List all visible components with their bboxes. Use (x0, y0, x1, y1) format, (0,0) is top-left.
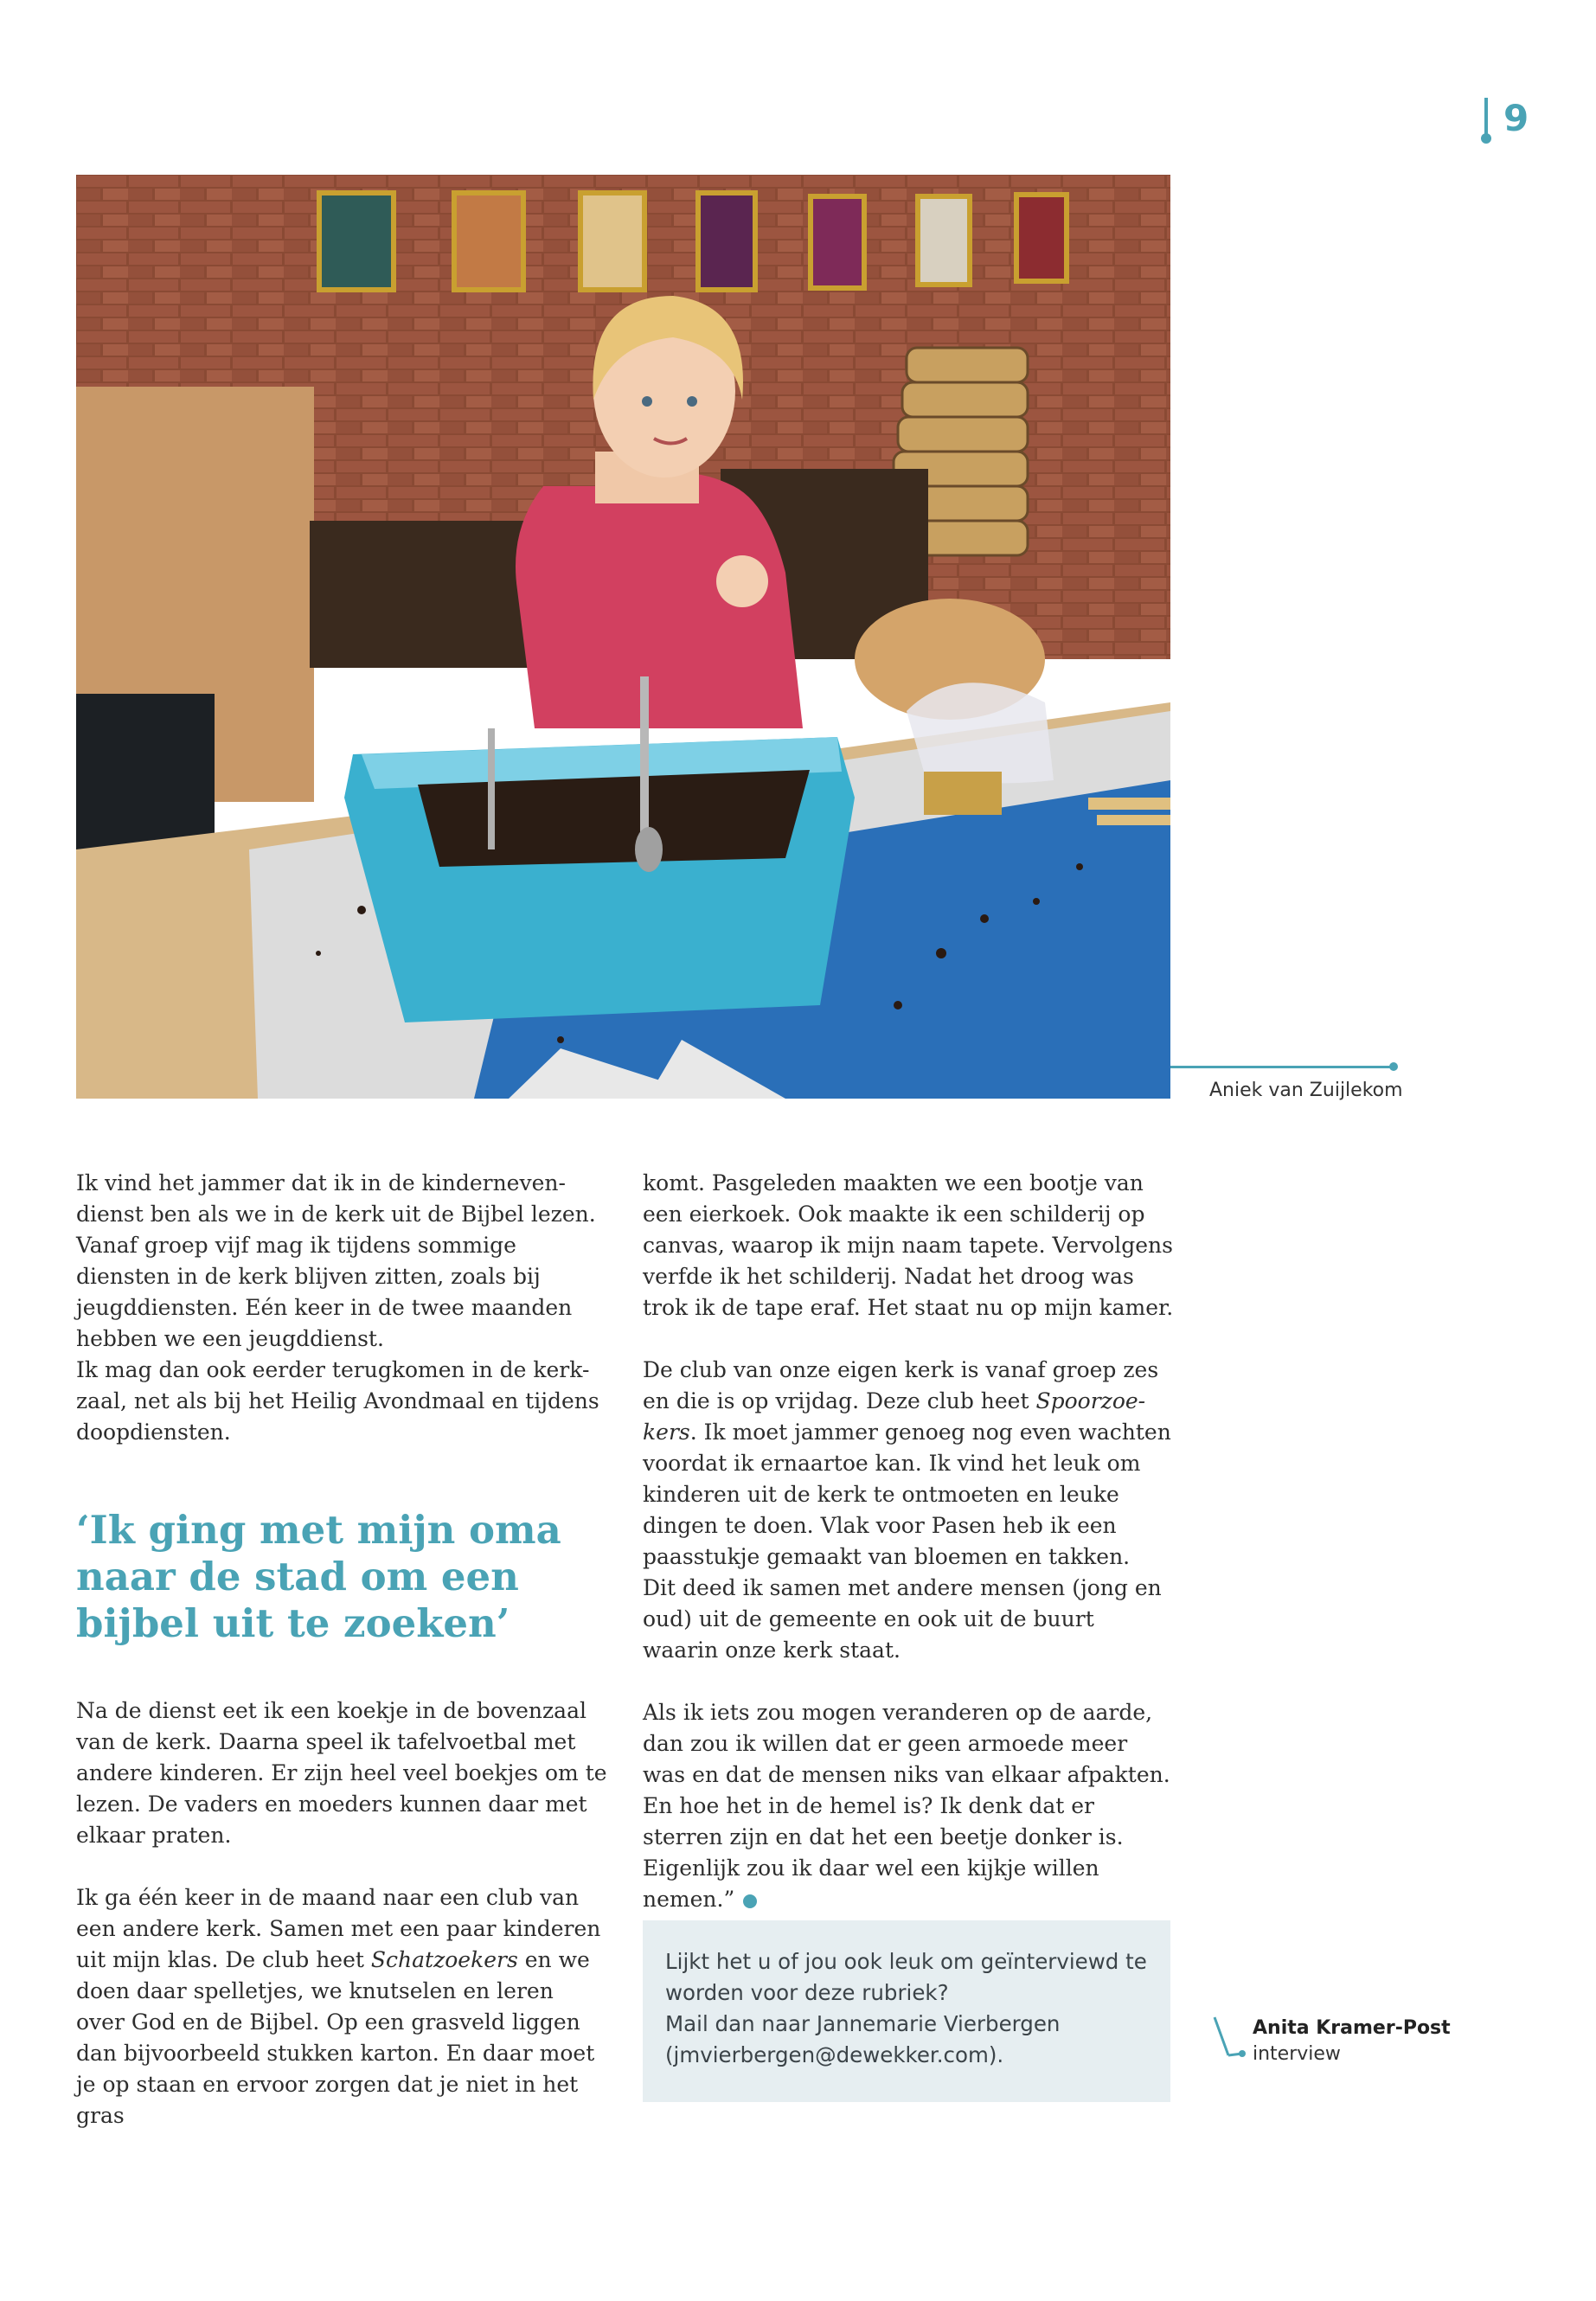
club-name: Spoorzoe-kers (643, 1388, 1146, 1445)
callout-line: Lijkt het u of jou ook leuk om geïnterviewd te (665, 1949, 1147, 1974)
callout-email[interactable]: (jmvierbergen@dewekker.com). (665, 2042, 1004, 2067)
paragraph-text: Ik ga één keer in de maand naar een club van een andere kerk. Samen met een paar kinderen uit mijn klas. De club heet (76, 1885, 601, 1972)
club-name: Schatzoekers (370, 1947, 518, 1972)
article-photo (76, 175, 1170, 1099)
callout-line: worden voor deze rubriek? (665, 1980, 949, 2005)
paragraph-text: Ik vind het jammer dat ik in de kinderneven-dienst ben als we in de kerk uit de Bijbel lezen. Vanaf groep vijf mag ik tijdens sommige diensten in de kerk blijven zitten, zoals bij jeugddiensten. Eén keer in de twee maanden hebben we een jeugddienst. (76, 1170, 596, 1351)
left-column-top (76, 1168, 608, 1448)
right-column (643, 1168, 1175, 1946)
photo-illustration (76, 175, 1170, 1099)
credit-rule (1170, 1066, 1394, 1068)
pen-line-icon (1211, 2016, 1246, 2064)
paragraph-text: De club van onze eigen kerk is vanaf groep zes en die is op vrijdag. Deze club heet (643, 1357, 1159, 1413)
pull-quote: ‘Ik ging met mijn oma naar de stad om een bijbel uit te zoeken’ (76, 1507, 561, 1646)
page-number (1484, 97, 1529, 139)
paragraph-text: . Ik moet jammer genoeg nog even wachten voordat ik ernaartoe kan. Ik vind het leuk om kinderen uit de kerk te ontmoeten en leuke dingen te doen. Vlak voor Pasen heb ik een paasstukje gemaakt van bloemen en takken. (643, 1420, 1171, 1569)
paragraph: Na de dienst eet ik een koekje in de bovenzaal van de kerk. Daarna speel ik tafelvoetbal met andere kinderen. Er zijn heel veel boekjes om te lezen. De vaders en moeders kunnen daar met elkaar praten. (76, 1698, 607, 1848)
author-name: Anita Kramer-Post (1253, 2017, 1451, 2039)
paragraph-text: en we doen daar spelletjes, we knutselen en leren over God en de Bijbel. Op een grasveld liggen dan bijvoorbeeld stukken karton. En daar moet je op staan en ervoor zorgen dat je niet in het gras (76, 1947, 595, 2128)
author-role: interview (1253, 2043, 1341, 2065)
paragraph-text: Dit deed ik samen met andere mensen (jong en oud) uit de gemeente en ook uit de buurt waarin onze kerk staat. (643, 1575, 1162, 1663)
paragraph: komt. Pasgeleden maakten we een bootje van een eierkoek. Ook maakte ik een schilderij op canvas, waarop ik mijn naam tapete. Vervolgens verfde ik het schilderij. Nadat het droog was trok ik de tape eraf. Het staat nu op mijn kamer. (643, 1170, 1174, 1320)
paragraph-text: En hoe het in de hemel is? Ik denk dat er sterren zijn en dat het een beetje donker is. Eigenlijk zou ik daar wel een kijkje willen nemen.” (643, 1793, 1124, 1912)
page-number-bar (1484, 98, 1488, 139)
paragraph-text: Ik mag dan ook eerder terugkomen in de kerk-zaal, net als bij het Heilig Avondmaal en tijdens doopdiensten. (76, 1357, 599, 1445)
end-mark-icon (743, 1894, 757, 1908)
callout-box (643, 1920, 1170, 2102)
page-number-text: 9 (1503, 97, 1529, 139)
paragraph (643, 1355, 1175, 1666)
author-credit (1211, 2016, 1451, 2067)
paragraph-text: Als ik iets zou mogen veranderen op de aarde, dan zou ik willen dat er geen armoede meer was en dat de mensen niks van elkaar afpakten. (643, 1700, 1170, 1787)
paragraph (643, 1697, 1175, 1915)
left-column-bottom (76, 1695, 608, 2163)
paragraph (76, 1168, 608, 1448)
callout-line: Mail dan naar Jannemarie Vierbergen (665, 2011, 1061, 2036)
paragraph (76, 1882, 608, 2131)
photo-credit: Aniek van Zuijlekom (1209, 1080, 1403, 1101)
